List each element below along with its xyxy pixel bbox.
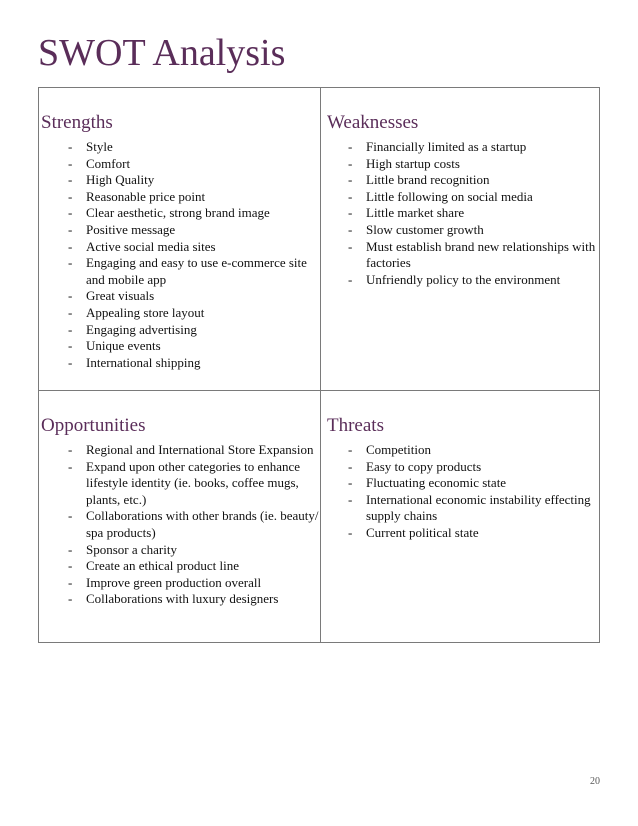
opportunities-heading: Opportunities <box>41 415 146 436</box>
opportunities-quadrant <box>39 390 320 642</box>
list-item: - Little brand recognition <box>348 172 600 189</box>
list-item: - Collaborations with luxury designers <box>68 591 320 608</box>
list-item: - Create an ethical product line <box>68 558 320 575</box>
list-item: - Slow customer growth <box>348 222 600 239</box>
list-item: - Clear aesthetic, strong brand image <box>68 205 320 222</box>
weaknesses-quadrant <box>320 88 600 390</box>
list-item: - Little following on social media <box>348 189 600 206</box>
list-item: - Improve green production overall <box>68 575 320 592</box>
list-item: - Competition <box>348 442 600 459</box>
list-item: - Expand upon other categories to enhance lifestyle identity (ie. books, coffee mugs, plants, etc.) <box>68 459 320 509</box>
weaknesses-list <box>321 139 600 288</box>
list-item: - Little market share <box>348 205 600 222</box>
list-item: - Easy to copy products <box>348 459 600 476</box>
list-item: - Regional and International Store Expansion <box>68 442 320 459</box>
list-item: - Positive message <box>68 222 320 239</box>
list-item: - International economic instability effecting supply chains <box>348 492 600 525</box>
list-item: - Financially limited as a startup <box>348 139 600 156</box>
threats-quadrant <box>320 390 600 642</box>
list-item: - Active social media sites <box>68 239 320 256</box>
list-item: - Unfriendly policy to the environment <box>348 272 600 289</box>
strengths-list <box>39 139 320 371</box>
list-item: - High Quality <box>68 172 320 189</box>
opportunities-list <box>39 442 320 608</box>
list-item: - Reasonable price point <box>68 189 320 206</box>
swot-grid <box>38 87 600 643</box>
list-item: - Sponsor a charity <box>68 542 320 559</box>
list-item: - Engaging advertising <box>68 322 320 339</box>
list-item: - High startup costs <box>348 156 600 173</box>
list-item: - Style <box>68 139 320 156</box>
threats-heading: Threats <box>327 415 384 436</box>
list-item: - Unique events <box>68 338 320 355</box>
threats-list <box>321 442 600 542</box>
strengths-heading: Strengths <box>41 112 113 133</box>
list-item: - Current political state <box>348 525 600 542</box>
list-item: - Collaborations with other brands (ie. beauty/ spa products) <box>68 508 320 541</box>
list-item: - Great visuals <box>68 288 320 305</box>
list-item: - Comfort <box>68 156 320 173</box>
weaknesses-heading: Weaknesses <box>327 112 419 133</box>
list-item: - Fluctuating economic state <box>348 475 600 492</box>
list-item: - International shipping <box>68 355 320 372</box>
list-item: - Must establish brand new relationships with factories <box>348 239 600 272</box>
page-number: 20 <box>590 776 600 787</box>
page-title: SWOT Analysis <box>38 32 286 74</box>
list-item: - Engaging and easy to use e-commerce site and mobile app <box>68 255 320 288</box>
list-item: - Appealing store layout <box>68 305 320 322</box>
strengths-quadrant <box>39 88 320 390</box>
